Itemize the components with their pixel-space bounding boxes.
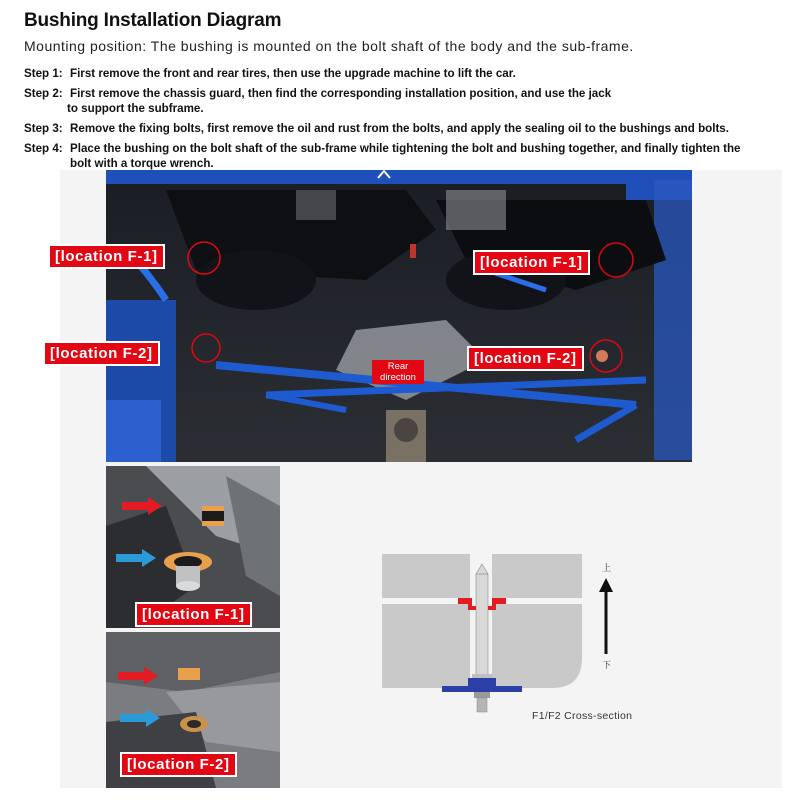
- rear-direction-label: [372, 360, 424, 384]
- chassis-illustration: [106, 170, 692, 462]
- cross-section-caption: F1/F2 Cross-section: [532, 710, 633, 722]
- page-title: Bushing Installation Diagram: [24, 10, 282, 31]
- label-location-f1-right: [location F-1]: [473, 250, 590, 275]
- label-detail-f2: [location F-2]: [120, 752, 237, 777]
- chassis-photo: [106, 170, 692, 462]
- label-detail-f1: [location F-1]: [135, 602, 252, 627]
- step-text-cont: to support the subframe.: [67, 102, 204, 115]
- step-label: Step 4:: [24, 142, 63, 155]
- label-location-f2-left: [location F-2]: [43, 341, 160, 366]
- rear-direction-line2: direction: [380, 372, 416, 383]
- cross-section-illustration: [376, 550, 588, 720]
- step-2: [24, 86, 784, 116]
- cross-section-diagram: [376, 550, 588, 720]
- step-label: Step 1:: [24, 67, 63, 80]
- rear-direction-line1: Rear: [387, 361, 409, 372]
- step-text: First remove the front and rear tires, then use the upgrade machine to lift the car.: [70, 67, 516, 80]
- step-4: [24, 141, 784, 171]
- step-label: Step 3:: [24, 122, 63, 135]
- label-location-f2-right: [location F-2]: [467, 346, 584, 371]
- direction-arrow: [596, 576, 616, 656]
- step-1: [24, 66, 784, 81]
- step-text: Place the bushing on the bolt shaft of the sub-frame while tightening the bolt and bushing together, and finally tighten the: [70, 142, 741, 155]
- step-label: Step 2:: [24, 87, 63, 100]
- steps-list: [24, 66, 784, 176]
- step-text: First remove the chassis guard, then find the corresponding installation position, and use the jack: [70, 87, 612, 100]
- step-text-cont: bolt with a torque wrench.: [70, 157, 214, 170]
- step-text: Remove the fixing bolts, first remove the oil and rust from the bolts, and apply the sealing oil to the bushings and bolts.: [70, 122, 729, 135]
- step-3: [24, 121, 784, 136]
- label-down: 下: [602, 660, 612, 670]
- page-subtitle: Mounting position: The bushing is mounted on the bolt shaft of the body and the sub-frame.: [24, 38, 634, 54]
- up-arrow-icon: [596, 576, 616, 656]
- label-up: 上: [602, 563, 612, 573]
- label-location-f1-left: [location F-1]: [48, 244, 165, 269]
